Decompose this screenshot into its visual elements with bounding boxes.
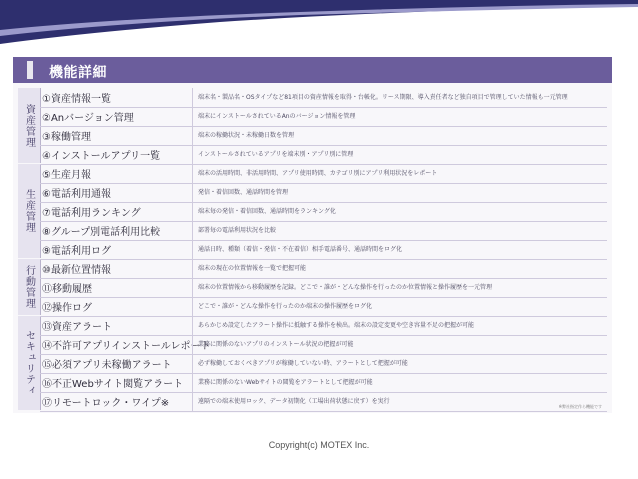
feature-name: ⑧グループ別電話利用比較 [42, 227, 161, 238]
feature-row [40, 240, 607, 260]
feature-description: 端末にインストールされているAnのバージョン情報を管理 [192, 107, 606, 126]
footnote: ※弊社指定作ら機能です [558, 404, 602, 409]
feature-description: 業務に関係のないWebサイトの閲覧をアラートとして把握が可能 [192, 373, 606, 392]
feature-description: 端末の現在の位置情報を一覧で把握可能 [192, 259, 606, 278]
feature-row [40, 126, 607, 146]
category-label [18, 316, 41, 410]
feature-row [40, 297, 607, 317]
feature-row [40, 373, 607, 393]
feature-row [40, 145, 607, 165]
page-title: 機能詳細 [49, 65, 107, 81]
category-text: 生産管理 [23, 189, 35, 233]
feature-row [40, 392, 607, 412]
feature-description: 端末毎の発信・着信回数、通話時間をランキング化 [192, 202, 606, 221]
feature-description: 業務に関係のないアプリのインストール状況の把握が可能 [192, 335, 606, 354]
feature-row [40, 164, 607, 184]
header-accent [27, 61, 33, 79]
feature-description: インストールされているアプリを端末別・アプリ別に管理 [192, 145, 606, 164]
feature-name: ⑮必須アプリ未稼働アラート [42, 360, 172, 371]
feature-name: ⑥電話利用通報 [42, 189, 111, 200]
feature-description: 端末の活用時間、非活用時間、アプリ使用時間、カテゴリ別にアプリ利用状況をレポート [192, 164, 606, 183]
feature-name: ①資産情報一覧 [42, 94, 111, 105]
feature-description: あらかじめ設定したアラート操作に抵触する操作を検出。端末の設定変更や空き容量不足の把握が可能 [192, 316, 606, 335]
feature-row [40, 183, 607, 203]
feature-name: ⑨電話利用ログ [42, 246, 111, 257]
feature-name: ⑫操作ログ [42, 303, 92, 314]
feature-name: ③稼働管理 [42, 132, 91, 143]
feature-row [40, 221, 607, 241]
feature-row [40, 202, 607, 222]
feature-description: 端末名・製品名・OSタイプなど81項目の資産情報を取得・台帳化。リース期限、導入責任者など独自項目で管理していた情報も一元管理 [192, 88, 606, 107]
feature-description: 端末の位置情報から移動履歴を記録。どこで・誰が・どんな操作を行ったのか位置情報と操作履歴を一元管理 [192, 278, 606, 297]
feature-name: ②Anバージョン管理 [42, 113, 134, 124]
feature-description: 部署毎の電話利用状況を比較 [192, 221, 606, 240]
feature-name: ⑩最新位置情報 [42, 265, 111, 276]
category-text: 資産管理 [23, 103, 35, 148]
feature-row [40, 354, 607, 374]
feature-name: ⑯不正Webサイト閲覧アラート [42, 379, 184, 390]
feature-row [40, 316, 607, 336]
feature-description: 必ず稼働しておくべきアプリが稼働していない時、アラートとして把握が可能 [192, 354, 606, 373]
feature-name: ⑪移動履歴 [42, 284, 92, 295]
feature-row [40, 107, 607, 127]
feature-description: どこで・誰が・どんな操作を行ったのか端末の操作履歴をログ化 [192, 297, 606, 316]
category-label [18, 164, 41, 258]
feature-name: ⑦電話利用ランキング [42, 208, 141, 219]
feature-description: 端末の稼働状況・未稼働日数を管理 [192, 126, 606, 145]
feature-row [40, 88, 607, 108]
feature-row [40, 335, 607, 355]
feature-description: 通話日時、種類（着信・発信・不在着信）相手電話番号、通話時間をログ化 [192, 240, 606, 259]
feature-name: ⑤生産月報 [42, 170, 91, 181]
category-text: セキュリティ [23, 330, 35, 396]
feature-name: ⑬資産アラート [42, 322, 112, 333]
feature-row [40, 278, 607, 298]
feature-description: 遠隔での端末使用ロック、データ初期化（工場出荷状態に戻す）を実行 [192, 392, 606, 411]
feature-name: ⑭不許可アプリインストールレポート [42, 341, 211, 352]
category-label [18, 88, 41, 163]
feature-row [40, 259, 607, 279]
decorative-wave-band [0, 0, 638, 44]
feature-name: ⑰リモートロック・ワイプ※ [42, 398, 170, 409]
slide-header [13, 57, 612, 83]
category-label [18, 259, 41, 315]
category-text: 行動管理 [23, 265, 35, 309]
feature-name: ④インストールアプリ一覧 [42, 151, 161, 162]
feature-description: 発信・着信回数、通話時間を管理 [192, 183, 606, 202]
copyright-notice: Copyright(c) MOTEX Inc. [268, 440, 370, 450]
feature-detail-slide [13, 57, 612, 413]
